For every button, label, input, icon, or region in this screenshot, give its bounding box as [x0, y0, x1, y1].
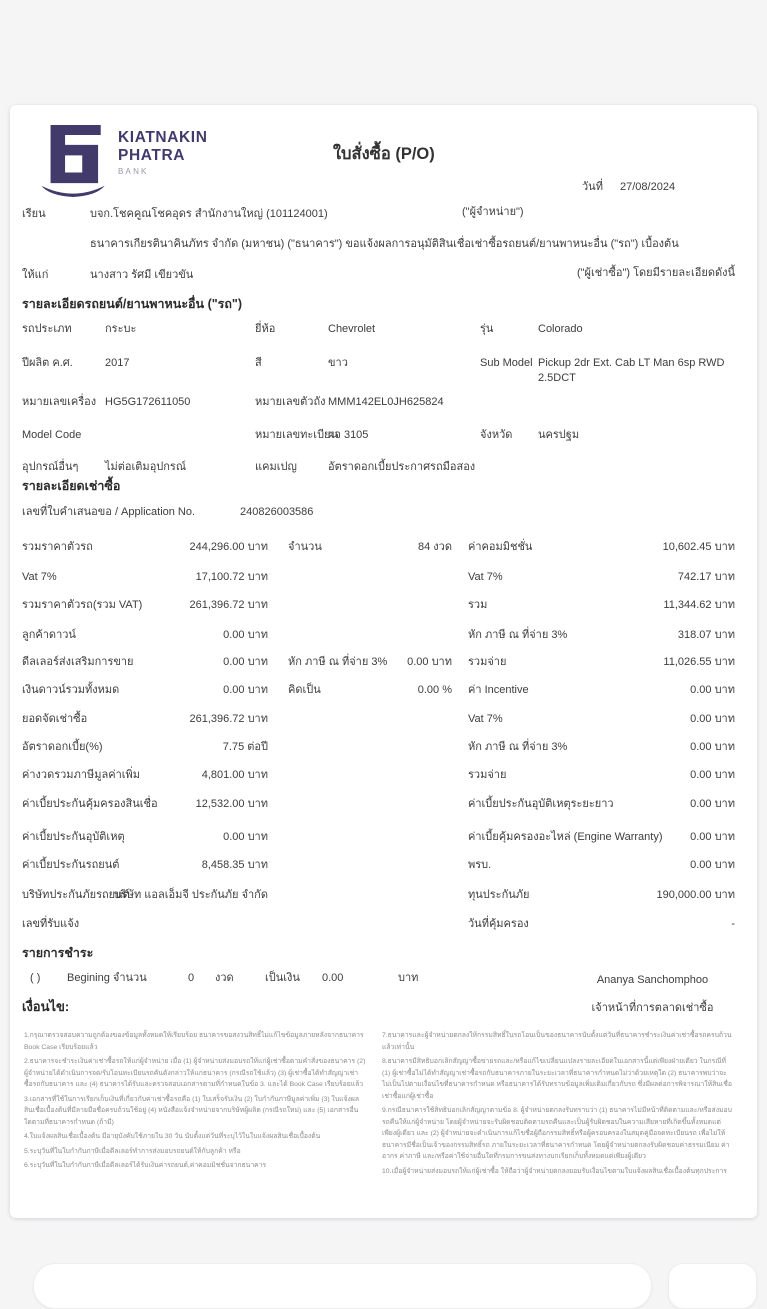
hire-field-value: 0.00 บาท [407, 656, 452, 668]
buyer-tag: ("ผู้เช่าซื้อ") โดยมีรายละเอียดดังนี้ [576, 267, 735, 279]
date-label: วันที่ [582, 181, 603, 193]
condition-item: 4.ใบแจ้งผลสินเชื่อเบื้องต้น มีอายุบังคับใช้ภายใน 30 วัน นับตั้งแต่วันที่ระบุไว้ในใบแจ้งผลสินเชื่อเบื้องต้น [24, 1133, 321, 1141]
vehicle-field-label: จังหวัด [480, 429, 513, 441]
officer-title: เจ้าหน้าที่การตลาดเช่าซื้อ [591, 1002, 714, 1014]
payment-bracket: ( ) [30, 972, 41, 984]
hire-field-label: วันที่คุ้มครอง [468, 918, 529, 930]
vehicle-field-value: ไม่ต่อเติมอุปกรณ์ [105, 461, 187, 473]
hire-section-heading: รายละเอียดเช่าซื้อ [22, 479, 121, 493]
purchase-order-document [10, 105, 757, 1218]
payment-amount: 0.00 [322, 972, 344, 984]
hire-field-label: รวมราคาตัวรถ(รวม VAT) [22, 599, 143, 611]
hire-field-label: ค่าเบี้ยคุ้มครองอะไหล่ (Engine Warranty) [468, 831, 663, 843]
vehicle-field-value: อัตราดอกเบี้ยประกาศรถมือสอง [328, 461, 476, 473]
vehicle-field-label: Sub Model [480, 357, 533, 369]
logo-line-3: BANK [118, 166, 149, 176]
hire-field-value: 0.00 บาท [223, 684, 268, 696]
logo-line-1: KIATNAKIN [118, 129, 208, 146]
vehicle-field-value: ผจ 3105 [328, 429, 369, 441]
condition-item: 3.เอกสารที่ใช้ในการเรียกเก็บเงินที่เกี่ยวกับค่าเช่าซื้อรถคือ (1) ใบเสร็จรับเงิน (2) ใบกำกับภาษีมูลค่าเพิ่ม (3) ใบแจ้งผลสินเชื่อเบื้องต้นที่มีลายมือชื่อครบถ้วนใช้อยู่ (4) หนังสือแจ้งจำหน่ายจากบริษัทผู้ผลิต (กรณีรถใหม่) และ (5) เอกสารอื่นใดตามที่ธนาคารกำหนด (ถ้ามี) [24, 1095, 360, 1126]
seller-tag: ("ผู้จำหน่าย") [462, 206, 524, 218]
hire-field-label: บริษัทประกันภัยรถยนต์ [22, 889, 130, 901]
hire-field-label: ค่าเบี้ยประกันคุ้มครองสินเชื่อ [22, 798, 158, 810]
vehicle-field-label: อุปกรณ์อื่นๆ [22, 461, 79, 473]
hire-field-label: ลูกค้าดาวน์ [22, 629, 76, 641]
condition-item: 8.ธนาคารมีสิทธิบอกเลิกสัญญาซื้อขายรถและ/หรือแก้ไขเปลี่ยนแปลงรายละเอียดในเอกสารนี้แต่เพียงฝ่ายเดียว ในกรณีที่ (1) ผู้เช่าซื้อไม่ได้ทำสัญญาเช่าซื้อรถกับธนาคารภายในระยะเวลาที่ธนาคารกำหนดไม่ว่าด้วยเหตุใด (2) ธนาคารพบว่าจะไม่เป็นไปตามเงื่อนไขที่ธนาคารกำหนด หรือธนาคารได้รับทราบข้อมูลเพิ่มเติมเกี่ยวกับรถ ซึ่งมีผลต่อการพิจารณาให้สินเชื่อเช่าซื้อแก่ผู้เช่าซื้อ [382, 1058, 732, 1100]
conditions-left-column [24, 1030, 366, 1175]
hire-field-value: 11,344.62 บาท [663, 599, 735, 611]
hire-field-label: ค่าเบี้ยประกันอุบัติเหตุ [22, 831, 125, 843]
hire-field-value: 10,602.45 บาท [662, 541, 735, 553]
vehicle-section-heading: รายละเอียดรถยนต์/ยานพาหนะอื่น ("รถ") [22, 297, 243, 311]
hire-field-value: 261,396.72 บาท [189, 599, 268, 611]
payment-amount-label: เป็นเงิน [265, 972, 300, 984]
vehicle-field-label: รถประเภท [22, 323, 72, 335]
vehicle-field-value: กระบะ [105, 323, 137, 335]
hire-field-value: 0.00 บาท [690, 831, 735, 843]
vehicle-field-label: ยี่ห้อ [255, 323, 276, 335]
hire-field-value: 12,532.00 บาท [195, 798, 268, 810]
for-value: นางสาว รัศมี เขียวขัน [90, 269, 194, 281]
hire-field-label: รวมจ่าย [468, 656, 507, 668]
hire-field-value: 261,396.72 บาท [189, 713, 268, 725]
composer-action-button[interactable] [668, 1263, 757, 1309]
hire-field-label: ดีลเลอร์ส่งเสริมการขาย [22, 656, 134, 668]
hire-field-value: 0.00 บาท [223, 656, 268, 668]
payment-currency: บาท [398, 972, 419, 984]
vehicle-field-value: Chevrolet [328, 323, 376, 335]
vehicle-field-label: ปีผลิต ค.ศ. [22, 357, 73, 369]
hire-field-label: จำนวน [288, 541, 322, 553]
hire-field-value: 84 งวด [418, 541, 452, 553]
hire-field-value: 8,458.35 บาท [201, 859, 268, 871]
logo-line-2: PHATRA [118, 146, 186, 164]
hire-field-label: Vat 7% [468, 571, 503, 583]
hire-field-value: 190,000.00 บาท [656, 889, 735, 901]
hire-field-value: 0.00 บาท [690, 684, 735, 696]
application-no-label: เลขที่ใบคำเสนอขอ / Application No. [22, 506, 196, 518]
hire-field-label: ทุนประกันภัย [468, 889, 530, 901]
hire-field-value: 244,296.00 บาท [189, 541, 268, 553]
vehicle-field-value: MMM142EL0JH625824 [328, 396, 444, 408]
hire-field-value: 0.00 บาท [690, 769, 735, 781]
hire-field-label: อัตราดอกเบี้ย(%) [22, 741, 103, 753]
to-label: เรียน [22, 208, 46, 220]
vehicle-field-value: นครปฐม [538, 429, 580, 441]
to-value: บจก.โชคคูณโชคอุดร สำนักงานใหญ่ (101124001) [90, 208, 328, 220]
hire-field-value: 11,026.55 บาท [663, 656, 735, 668]
condition-item: 1.กรุณาตรวจสอบความถูกต้องของข้อมูลทั้งหมดให้เรียบร้อย ธนาคารขอสงวนสิทธิ์ไม่แก้ไขข้อมูลภายหลังจากธนาคาร Book Case เรียบร้อยแล้ว [24, 1032, 364, 1051]
hire-field-label: พรบ. [468, 859, 492, 871]
hire-field-value: บริษัท แอลเอ็มจี ประกันภัย จำกัด [113, 889, 268, 901]
date-value: 27/08/2024 [620, 181, 676, 193]
vehicle-field-value: ขาว [328, 357, 348, 369]
vehicle-field-value: Pickup 2dr Ext. Cab LT Man 6sp RWD 2.5DCT [538, 357, 725, 384]
hire-field-value: 742.17 บาท [677, 571, 735, 583]
hire-field-label: ค่างวดรวมภาษีมูลค่าเพิ่ม [22, 769, 141, 781]
for-label: ให้แก่ [22, 269, 49, 281]
hire-field-label: หัก ภาษี ณ ที่จ่าย 3% [468, 629, 568, 641]
vehicle-field-label: หมายเลขเครื่อง [22, 396, 97, 408]
hire-field-value: 0.00 % [417, 684, 452, 696]
intro-line: ธนาคารเกียรตินาคินภัทร จำกัด (มหาชน) ("ธนาคาร") ขอแจ้งผลการอนุมัติสินเชื่อเช่าซื้อรถยนต์/ยานพาหนะอื่น ("รถ") เบื้องต้น [90, 238, 679, 250]
vehicle-field-label: สี [255, 357, 262, 369]
kiatnakin-phatra-logo-icon [40, 123, 106, 201]
hire-field-label: รวมจ่าย [468, 769, 507, 781]
hire-field-value: 0.00 บาท [223, 831, 268, 843]
bank-logo [40, 123, 310, 213]
conditions-right-column [382, 1030, 734, 1181]
hire-field-value: 0.00 บาท [690, 741, 735, 753]
hire-field-label: ค่า Incentive [468, 684, 529, 696]
payment-label: Begining จำนวน [67, 972, 147, 984]
date-line [582, 177, 675, 195]
hire-field-value: 0.00 บาท [690, 798, 735, 810]
hire-field-label: ค่าเบี้ยประกันอุบัติเหตุระยะยาว [468, 798, 614, 810]
vehicle-field-label: รุ่น [480, 323, 494, 335]
hire-field-label: Vat 7% [468, 713, 503, 725]
vehicle-field-label: แคมเปญ [255, 461, 297, 473]
hire-field-label: รวม [468, 599, 488, 611]
hire-field-value: 0.00 บาท [690, 859, 735, 871]
hire-field-label: หัก ภาษี ณ ที่จ่าย 3% [288, 656, 388, 668]
hire-field-value: - [731, 918, 735, 930]
payment-section-heading: รายการชำระ [22, 946, 94, 960]
hire-field-value: 17,100.72 บาท [195, 571, 268, 583]
hire-field-label: รวมราคาตัวรถ [22, 541, 93, 553]
condition-item: 6.ระบุวันที่ในใบกำกับภาษีเมื่อดีลเลอร์ได้รับเงินค่ารถยนต์,ค่าคอมมิชชั่นจากธนาคาร [24, 1162, 267, 1170]
hire-field-value: 0.00 บาท [690, 713, 735, 725]
hire-field-label: เลขที่รับแจ้ง [22, 918, 80, 930]
message-input[interactable] [33, 1263, 652, 1309]
vehicle-field-value: Colorado [538, 323, 583, 335]
vehicle-field-value: 2017 [105, 357, 130, 369]
vehicle-field-label: หมายเลขตัวถัง [255, 396, 326, 408]
condition-item: 9.กรณีธนาคารใช้สิทธิบอกเลิกสัญญาตามข้อ 8. ผู้จำหน่ายตกลงรับทราบว่า (1) ธนาคารไม่มีหน้าที่ติดตามและ/หรือส่งมอบรถคืนให้แก่ผู้จำหน่าย โดยผู้จำหน่ายจะรับผิดชอบติดตามรถคืนและเป็นผู้รับผิดชอบในความเสียหายที่เกิดขึ้นทั้งหมดแต่เพียงผู้เดียว และ (2) ผู้จำหน่ายจะดำเนินการแก้ไขชื่อผู้ถือกรรมสิทธิ์หรือผู้ครอบครองในสมุดคู่มือจดทะเบียนรถ เพื่อไม่ให้ธนาคารมีชื่อเป็นเจ้าของกรรมสิทธิ์รถ ภายในระยะเวลาที่ธนาคารกำหนด โดยผู้จำหน่ายตกลงรับผิดชอบค่าธรรมเนียม ค่าอากร ค่าภาษี และ/หรือค่าใช้จ่ายอื่นใดที่กรมการขนส่งทางบกเรียกเก็บทั้งหมดแต่เพียงผู้เดียว [382, 1107, 732, 1161]
condition-item: 7.ธนาคารและผู้จำหน่ายตกลงให้กรรมสิทธิ์ในรถโอนเป็นของธนาคารนับตั้งแต่วันที่ธนาคารชำระเงินค่าเช่าซื้อรถครบถ้วนแล้วเท่านั้น [382, 1032, 732, 1051]
hire-field-label: ค่าเบี้ยประกันรถยนต์ [22, 859, 120, 871]
hire-field-label: คิดเป็น [288, 684, 321, 696]
hire-field-label: เงินดาวน์รวมทั้งหมด [22, 684, 120, 696]
condition-item: 5.ระบุวันที่ในใบกำกับภาษีเมื่อดีลเลอร์ทำการส่งมอบรถยนต์ให้กับลูกค้า หรือ [24, 1147, 241, 1155]
vehicle-field-label: หมายเลขทะเบียน [255, 429, 339, 441]
payment-count-unit: งวด [215, 972, 234, 984]
officer-name: Ananya Sanchomphoo [596, 974, 709, 986]
hire-field-value: 318.07 บาท [677, 629, 735, 641]
conditions-heading: เงื่อนไข: [22, 999, 70, 1014]
bank-logo-text [118, 129, 208, 176]
vehicle-field-value: HG5G172611050 [105, 396, 191, 408]
payment-count: 0 [188, 972, 195, 984]
application-no-value: 240826003586 [240, 506, 314, 518]
hire-field-label: หัก ภาษี ณ ที่จ่าย 3% [468, 741, 568, 753]
hire-field-label: ยอดจัดเช่าซื้อ [22, 713, 88, 725]
condition-item: 10.เมื่อผู้จำหน่ายส่งมอบรถให้แก่ผู้เช่าซื้อ ให้ถือว่าผู้จำหน่ายตกลงยอมรับเงื่อนไขตามใบแจ้งผลสินเชื่อเบื้องต้นทุกประการ [382, 1168, 727, 1176]
hire-field-value: 7.75 ต่อปี [222, 741, 268, 753]
page-title: ใบสั่งซื้อ (P/O) [333, 145, 435, 163]
vehicle-field-label: Model Code [22, 429, 82, 441]
hire-field-label: ค่าคอมมิชชั่น [468, 541, 533, 553]
hire-field-label: Vat 7% [22, 571, 57, 583]
hire-field-value: 0.00 บาท [223, 629, 268, 641]
condition-item: 2.ธนาคารจะชำระเงินค่าเช่าซื้อรถให้แก่ผู้จำหน่าย เมื่อ (1) ผู้จำหน่ายส่งมอบรถให้แก่ผู้เช่าซื้อตามคำสั่งของธนาคาร (2) ผู้จำหน่ายได้ดำเนินการจด/รับโอนทะเบียนรถคันดังกล่าวให้แก่ธนาคาร (กรณีรถใช้แล้ว) (3) ผู้เช่าซื้อได้ทำสัญญาเช่าซื้อรถกับธนาคาร และ (4) ธนาคารได้รับและตรวจสอบเอกสารตามที่กำหนดในข้อ 3. และได้ Book Case เรียบร้อยแล้ว [24, 1058, 366, 1089]
hire-field-value: 4,801.00 บาท [201, 769, 268, 781]
